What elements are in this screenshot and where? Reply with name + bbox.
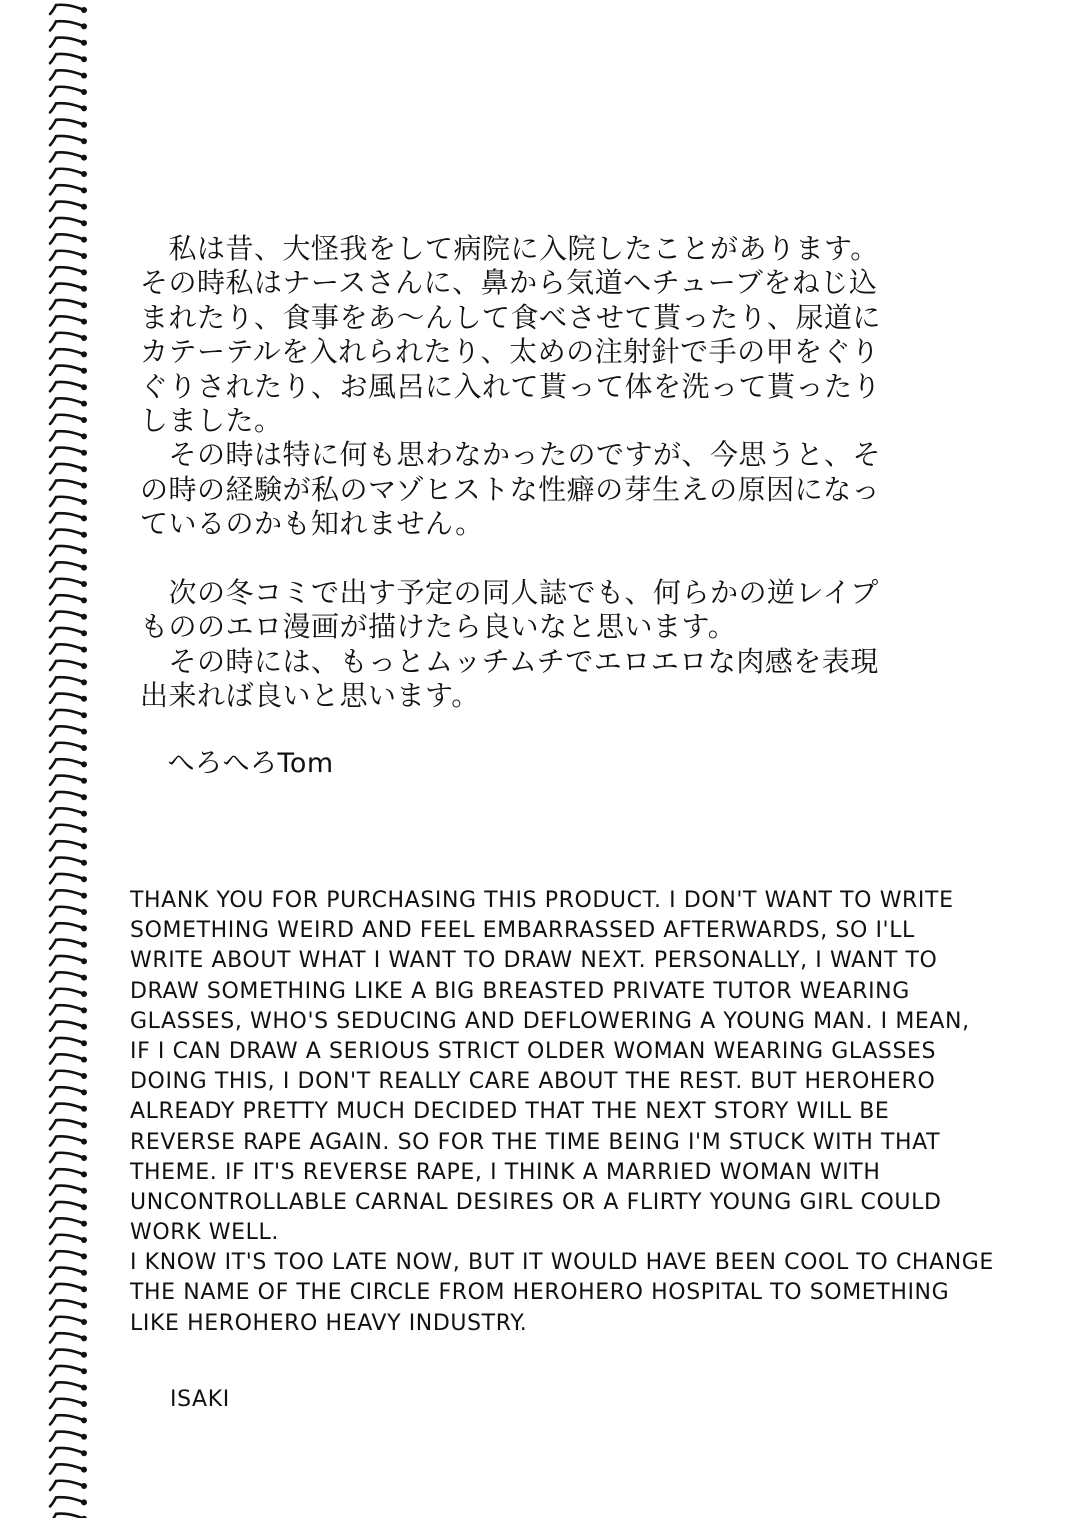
spiral-ring bbox=[50, 612, 87, 621]
spiral-ring bbox=[50, 956, 87, 965]
spiral-ring bbox=[50, 546, 87, 555]
spiral-ring bbox=[50, 448, 87, 457]
spiral-ring bbox=[50, 1481, 87, 1490]
en-line: WRITE ABOUT WHAT I WANT TO DRAW NEXT. PERSONALLY, I WANT TO bbox=[130, 948, 938, 974]
spiral-ring bbox=[50, 1284, 87, 1293]
spiral-ring bbox=[50, 382, 87, 391]
spiral-ring bbox=[50, 776, 87, 785]
spiral-ring bbox=[50, 349, 87, 358]
spiral-ring bbox=[50, 907, 87, 916]
spiral-ring bbox=[50, 677, 87, 686]
spiral-ring bbox=[50, 1497, 87, 1506]
spiral-ring bbox=[50, 1005, 87, 1014]
en-line: WORK WELL. bbox=[130, 1220, 279, 1246]
spiral-ring bbox=[50, 120, 87, 129]
spiral-ring bbox=[50, 628, 87, 637]
spiral-ring bbox=[50, 743, 87, 752]
en-line: REVERSE RAPE AGAIN. SO FOR THE TIME BEING I'M STUCK WITH THAT bbox=[130, 1129, 941, 1155]
spiral-ring bbox=[50, 874, 87, 883]
spiral-ring bbox=[50, 808, 87, 817]
spiral-ring bbox=[50, 1300, 87, 1309]
en-line: THEME. IF IT'S REVERSE RAPE, I THINK A MARRIED WOMAN WITH bbox=[130, 1159, 881, 1185]
jp-line: その時は特に何も思わなかったのですが、今思うと、そ bbox=[140, 438, 882, 472]
spiral-ring bbox=[50, 21, 87, 30]
spiral-ring bbox=[50, 513, 87, 522]
spiral-ring bbox=[50, 530, 87, 539]
jp-line: もののエロ漫画が描けたら良いなと思います。 bbox=[140, 610, 737, 644]
spiral-ring bbox=[50, 464, 87, 473]
spiral-ring bbox=[50, 841, 87, 850]
spiral-ring bbox=[50, 234, 87, 243]
spiral-ring bbox=[50, 5, 87, 14]
spiral-ring bbox=[50, 726, 87, 735]
spiral-ring bbox=[50, 431, 87, 440]
en-line: GLASSES, WHO'S SEDUCING AND DEFLOWERING A YOUNG MAN. I MEAN, bbox=[130, 1008, 970, 1034]
spiral-ring bbox=[50, 759, 87, 768]
spiral-ring bbox=[50, 1366, 87, 1375]
spiral-ring bbox=[50, 169, 87, 178]
en-line: ALREADY PRETTY MUCH DECIDED THAT THE NEXT STORY WILL BE bbox=[130, 1099, 890, 1125]
spiral-ring bbox=[50, 1514, 87, 1518]
spiral-ring bbox=[50, 1268, 87, 1277]
spiral-ring bbox=[50, 595, 87, 604]
spiral-ring bbox=[50, 1071, 87, 1080]
spiral-ring bbox=[50, 858, 87, 867]
jp-line: その時には、もっとムッチムチでエロエロな肉感を表現 bbox=[140, 644, 879, 678]
en-signature: ISAKI bbox=[170, 1386, 230, 1412]
spiral-ring bbox=[50, 1169, 87, 1178]
spiral-ring bbox=[50, 923, 87, 932]
paragraph-gap bbox=[140, 542, 1020, 576]
jp-line: その時私はナースさんに、鼻から気道へチューブをねじ込 bbox=[140, 266, 878, 300]
spiral-ring bbox=[50, 1251, 87, 1260]
spiral-ring bbox=[50, 398, 87, 407]
spiral-ring bbox=[50, 1333, 87, 1342]
jp-line: カテーテルを入れられたり、太めの注射針で手の甲をぐり bbox=[140, 335, 880, 369]
spiral-ring bbox=[50, 579, 87, 588]
jp-line: 私は昔、大怪我をして病院に入院したことがあります。 bbox=[140, 232, 879, 265]
spiral-ring bbox=[50, 1350, 87, 1359]
jp-signature: へろへろTom bbox=[140, 748, 334, 780]
spiral-ring bbox=[50, 497, 87, 506]
spiral-ring bbox=[50, 1022, 87, 1031]
spiral-ring bbox=[50, 1120, 87, 1129]
en-line: DOING THIS, I DON'T REALLY CARE ABOUT THE REST. BUT HEROHERO bbox=[130, 1069, 936, 1095]
spiral-ring bbox=[50, 251, 87, 260]
jp-line: まれたり、食事をあ～んして食べさせて貰ったり、尿道に bbox=[140, 300, 882, 334]
spiral-ring bbox=[50, 661, 87, 670]
spiral-ring bbox=[50, 366, 87, 375]
en-line: UNCONTROLLABLE CARNAL DESIRES OR A FLIRTY YOUNG GIRL COULD bbox=[130, 1189, 942, 1215]
spiral-ring bbox=[50, 972, 87, 981]
spiral-ring bbox=[50, 694, 87, 703]
jp-line: 出来れば良いと思います。 bbox=[140, 679, 480, 713]
spiral-ring bbox=[50, 1186, 87, 1195]
spiral-ring bbox=[50, 1218, 87, 1227]
spiral-ring bbox=[50, 38, 87, 47]
spiral-ring bbox=[50, 1448, 87, 1457]
spiral-ring bbox=[50, 1317, 87, 1326]
spiral-ring bbox=[50, 644, 87, 653]
japanese-afterword bbox=[140, 232, 1020, 782]
jp-line: 次の冬コミで出す予定の同人誌でも、何らかの逆レイプ bbox=[140, 575, 879, 609]
spiral-ring bbox=[50, 103, 87, 112]
jp-line: ぐりされたり、お風呂に入れて貰って体を洗って貰ったり bbox=[140, 369, 882, 403]
spiral-ring bbox=[50, 792, 87, 801]
spiral-ring bbox=[50, 1104, 87, 1113]
spiral-ring bbox=[50, 989, 87, 998]
spiral-ring bbox=[50, 825, 87, 834]
jp-line: ているのかも知れません。 bbox=[140, 507, 484, 541]
spiral-ring bbox=[50, 1136, 87, 1145]
spiral-ring bbox=[50, 136, 87, 145]
spiral-ring bbox=[50, 70, 87, 79]
spiral-ring bbox=[50, 1415, 87, 1424]
en-line: SOMETHING WEIRD AND FEEL EMBARRASSED AFTERWARDS, SO I'LL bbox=[130, 918, 915, 944]
notebook-spiral-binding bbox=[0, 0, 100, 1518]
spiral-ring bbox=[50, 1038, 87, 1047]
spiral-ring bbox=[50, 1399, 87, 1408]
spiral-ring bbox=[50, 1087, 87, 1096]
jp-line: しました。 bbox=[140, 403, 283, 437]
english-afterword bbox=[130, 886, 1060, 1415]
spiral-ring bbox=[50, 415, 87, 424]
spiral-ring bbox=[50, 562, 87, 571]
spiral-ring bbox=[50, 1235, 87, 1244]
spiral-ring bbox=[50, 333, 87, 342]
spiral-ring bbox=[50, 1153, 87, 1162]
spiral-ring bbox=[50, 480, 87, 489]
spiral-ring bbox=[50, 1432, 87, 1441]
spiral-ring bbox=[50, 267, 87, 276]
en-line: I KNOW IT'S TOO LATE NOW, BUT IT WOULD HAVE BEEN COOL TO CHANGE bbox=[130, 1250, 994, 1276]
spiral-ring bbox=[50, 284, 87, 293]
en-line: DRAW SOMETHING LIKE A BIG BREASTED PRIVATE TUTOR WEARING bbox=[130, 978, 910, 1004]
spiral-ring bbox=[50, 185, 87, 194]
spiral-ring bbox=[50, 300, 87, 309]
en-line: THANK YOU FOR PURCHASING THIS PRODUCT. I DON'T WANT TO WRITE bbox=[130, 888, 954, 913]
spiral-ring bbox=[50, 1382, 87, 1391]
spiral-ring bbox=[50, 940, 87, 949]
spiral-ring bbox=[50, 152, 87, 161]
spiral-ring bbox=[50, 710, 87, 719]
spiral-ring bbox=[50, 316, 87, 325]
spiral-ring bbox=[50, 1202, 87, 1211]
spiral-ring bbox=[50, 202, 87, 211]
spiral-ring bbox=[50, 1054, 87, 1063]
en-line: IF I CAN DRAW A SERIOUS STRICT OLDER WOMAN WEARING GLASSES bbox=[130, 1038, 937, 1064]
en-line: THE NAME OF THE CIRCLE FROM HEROHERO HOSPITAL TO SOMETHING bbox=[130, 1280, 950, 1306]
spiral-ring bbox=[50, 54, 87, 63]
spiral-ring bbox=[50, 890, 87, 899]
en-line: LIKE HEROHERO HEAVY INDUSTRY. bbox=[130, 1310, 528, 1336]
spiral-ring bbox=[50, 1464, 87, 1473]
spiral-ring bbox=[50, 87, 87, 96]
jp-line: の時の経験が私のマゾヒストな性癖の芽生えの原因になっ bbox=[140, 472, 881, 506]
spiral-ring bbox=[50, 218, 87, 227]
